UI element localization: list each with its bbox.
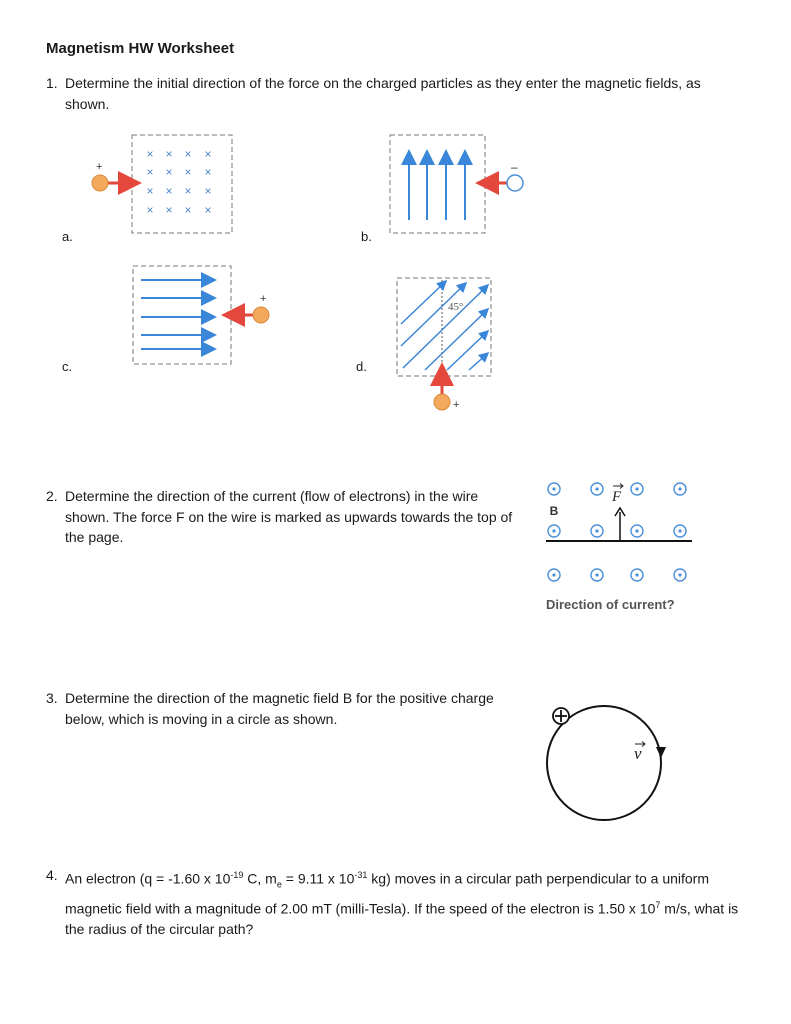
positive-particle-a [92, 175, 108, 191]
field-x-mark: × [165, 184, 173, 198]
direction-of-current-caption: Direction of current? [546, 597, 675, 612]
figure-d-label: d. [356, 359, 367, 374]
field-x-mark: × [204, 147, 212, 161]
figure-d [385, 268, 525, 418]
negative-particle-b [507, 175, 523, 191]
field-x-mark: × [184, 165, 192, 179]
field-x-mark: × [165, 203, 173, 217]
field-label-b: B [549, 504, 559, 518]
field-x-mark: × [204, 184, 212, 198]
question-3-number: 3. [46, 690, 58, 706]
field-x-mark: × [184, 203, 192, 217]
figure-b [385, 125, 545, 245]
question-3 [46, 688, 516, 729]
field-x-mark: × [165, 147, 173, 161]
force-label: F [612, 489, 622, 505]
positive-particle-c [253, 307, 269, 323]
charge-sign-c: + [260, 293, 267, 305]
figure-q3 [540, 700, 680, 830]
question-1-number: 1. [46, 75, 58, 91]
figure-c [125, 258, 285, 378]
field-x-mark: × [204, 203, 212, 217]
question-4 [46, 865, 746, 940]
field-region-b [390, 135, 485, 233]
figure-a-label: a. [62, 229, 73, 244]
question-2 [46, 486, 526, 548]
positive-particle-d [434, 394, 450, 410]
charge-sign-a: + [96, 161, 103, 173]
question-2-text: Determine the direction of the current (flow of electrons) in the wire shown. The force F on the wire is marked as upwards towards the top of the page. [65, 488, 513, 545]
question-3-text: Determine the direction of the magnetic field B for the positive charge below, which is moving in a circle as shown. [65, 690, 494, 727]
field-x-mark: × [165, 165, 173, 179]
worksheet-title: Magnetism HW Worksheet [46, 40, 235, 57]
field-x-mark: × [146, 147, 154, 161]
velocity-arrow [656, 747, 666, 758]
question-4-number: 4. [46, 867, 58, 883]
figure-c-label: c. [62, 359, 73, 374]
field-line-d [447, 332, 487, 370]
figure-a [80, 125, 250, 245]
field-x-mark: × [146, 184, 154, 198]
question-1 [46, 73, 746, 114]
field-x-mark: × [184, 147, 192, 161]
figure-b-label: b. [361, 229, 372, 244]
charge-sign-d: + [453, 399, 460, 411]
question-1-text: Determine the initial direction of the force on the charged particles as they enter the magnetic fields, as shown. [65, 75, 701, 112]
angle-label-d: 45° [448, 301, 464, 313]
velocity-label: v [634, 744, 642, 763]
field-x-mark: × [146, 203, 154, 217]
field-line-d [403, 286, 487, 368]
field-x-mark: × [184, 184, 192, 198]
question-4-text: An electron (q = -1.60 x $10^{-19}$ C, $m_e = 9.11$ x $10^{-31}$ kg) moves in a circular path perpendicular to a uniform magnetic field with a magnitude of 2.00 mT (milli-Tesla). If the speed of the electron is 1.50 x $10^7$ m/s, what is the radius of the circular path? [65, 870, 739, 938]
field-x-mark: × [146, 165, 154, 179]
field-x-mark: × [204, 165, 212, 179]
question-2-number: 2. [46, 488, 58, 504]
field-line-d [401, 282, 445, 324]
charge-sign-b: – [511, 160, 518, 174]
figure-q2 [540, 470, 700, 590]
field-line-d [469, 354, 487, 370]
